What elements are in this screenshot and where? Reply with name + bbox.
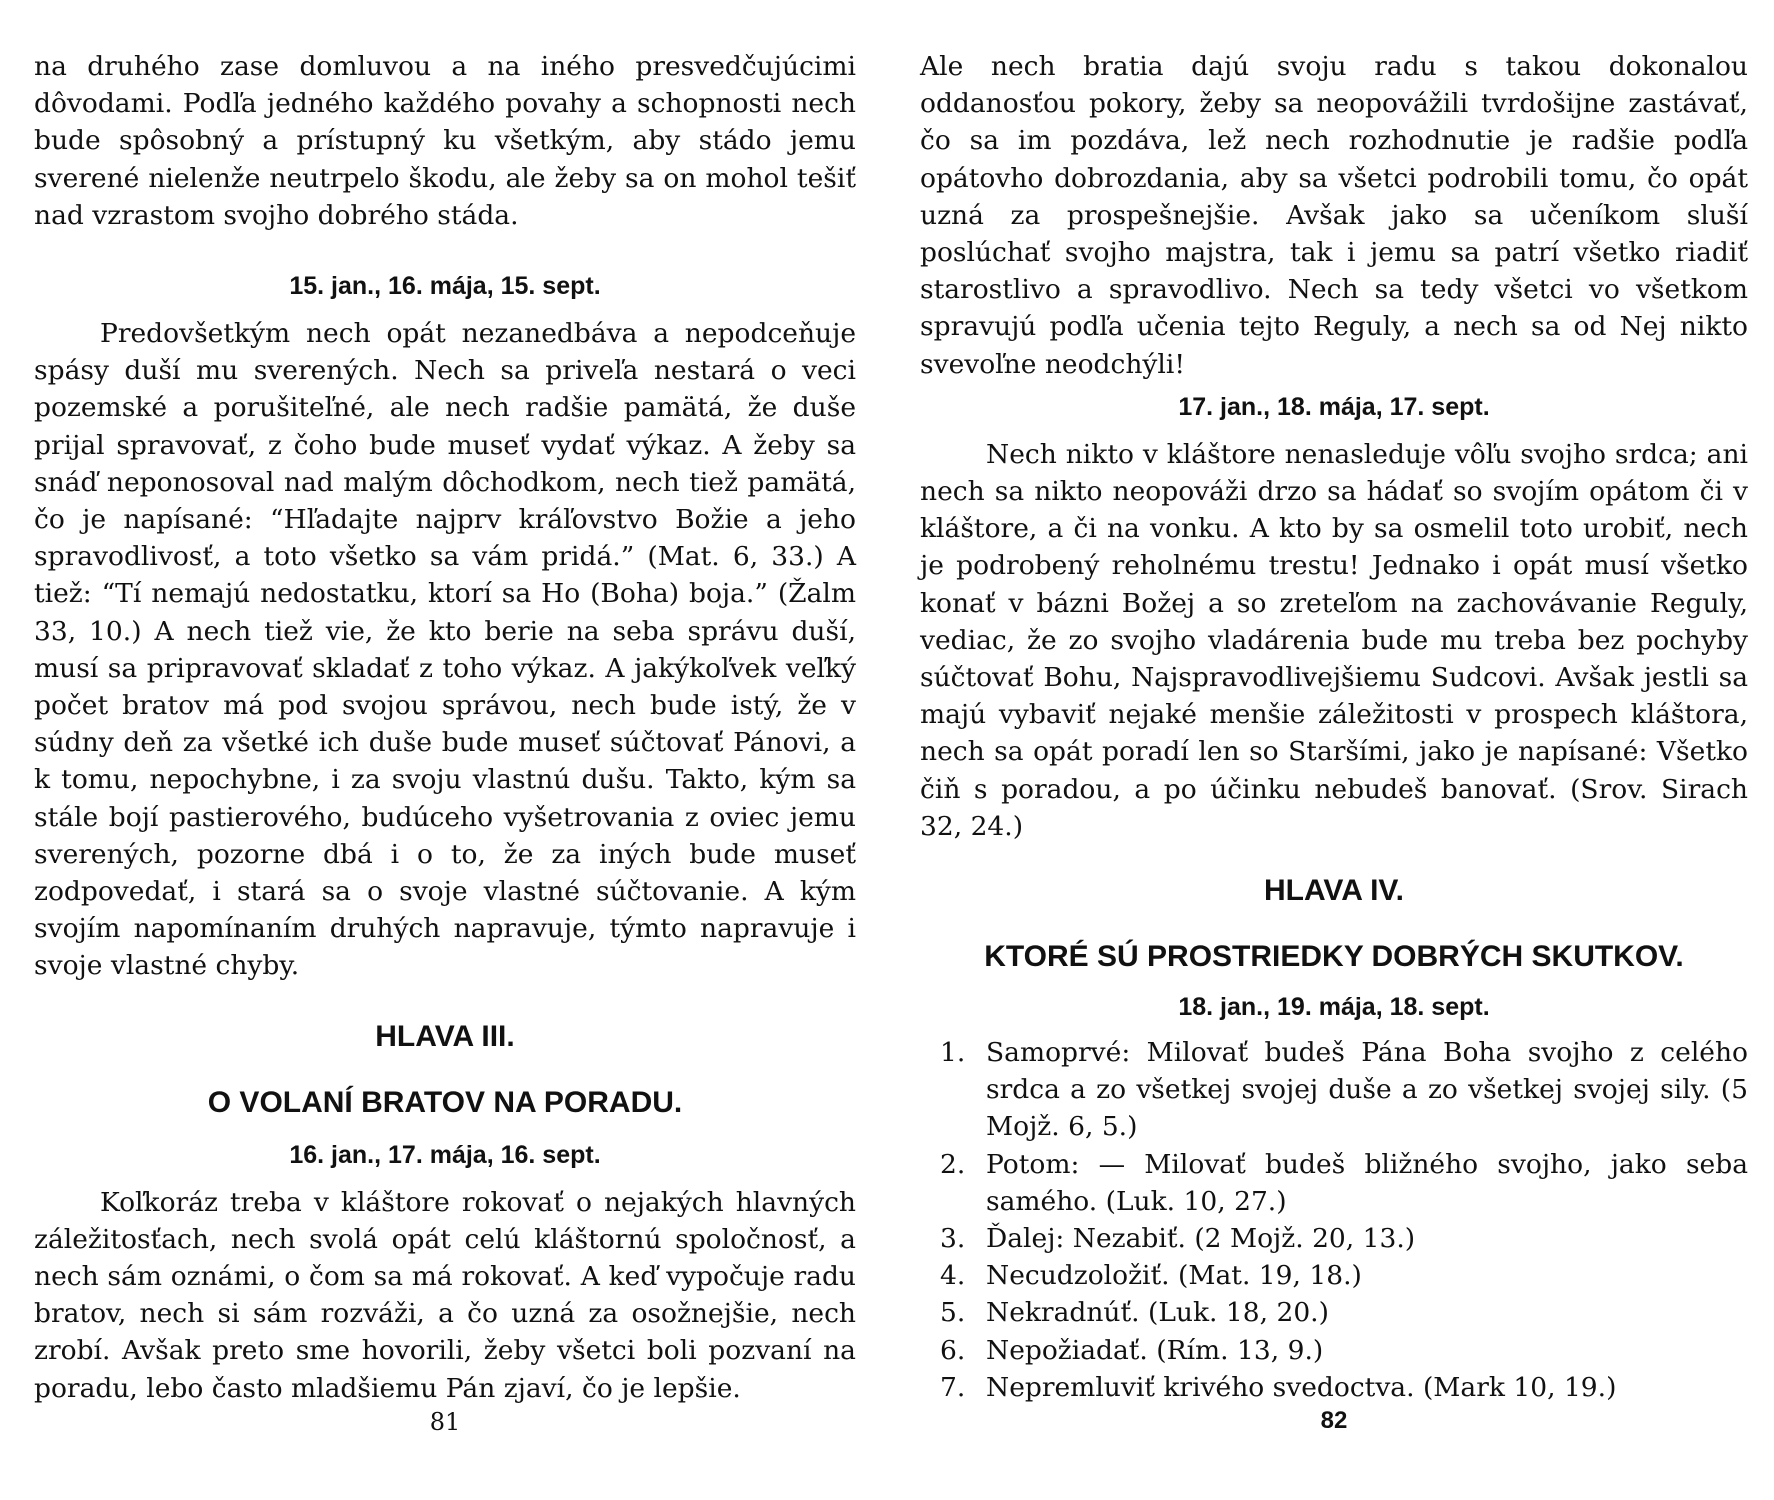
chapter-number-heading: HLAVA IV. (1263, 874, 1405, 908)
list-text: Ďalej: Nezabiť. (2 Mojž. 20, 13.) (986, 1223, 1416, 1255)
page-number: 81 (429, 1407, 461, 1436)
list-text: Nepožiadať. (Rím. 13, 9.) (986, 1334, 1324, 1366)
list-number: 4. (940, 1260, 966, 1292)
list-item (920, 1369, 1748, 1406)
list-number: 7. (940, 1371, 966, 1403)
chapter-title-heading: KTORÉ SÚ PROSTRIEDKY DOBRÝCH SKUTKOV. (984, 940, 1684, 974)
list-item (920, 1257, 1748, 1294)
reading-date-heading: 18. jan., 19. mája, 18. sept. (1178, 993, 1490, 1022)
list-item (920, 1146, 1748, 1220)
reading-date-heading: 15. jan., 16. mája, 15. sept. (289, 272, 601, 301)
list-text: Potom: — Milovať budeš bližného svojho, jako seba samého. (Luk. 10, 27.) (986, 1148, 1748, 1217)
paragraph: na druhého zase domluvou a na iného presvedčujúcimi dôvodami. Podľa jedného každého povahy a schopnosti nech bude spôsobný a prístupný ku všetkým, aby stádo jemu sverené nielenže neutrpelo škodu, ale žeby sa on mohol tešiť nad vzrastom svojho dobrého stáda. (34, 51, 856, 231)
list-item (920, 1332, 1748, 1369)
list-item (920, 1034, 1748, 1146)
right-page (920, 48, 1748, 1436)
list-item (920, 1294, 1748, 1331)
list-number: 6. (940, 1334, 966, 1366)
list-text: Samoprvé: Milovať budeš Pána Boha svojho z celého srdca a zo všetkej svojej duše a zo všetkej svojej sily. (5 Mojž. 6, 5.) (986, 1037, 1748, 1143)
page-number: 82 (1320, 1407, 1348, 1435)
list-number: 1. (940, 1037, 966, 1069)
list-number: 2. (940, 1148, 966, 1180)
list-item (920, 1220, 1748, 1257)
reading-date-heading: 16. jan., 17. mája, 16. sept. (289, 1140, 601, 1169)
left-page (34, 48, 856, 1437)
paragraph: Nech nikto v kláštore nenasleduje vôľu svojho srdca; ani nech sa nikto neopováži drzo sa hádať so svojím opátom či v kláštore, a či na vonku. A kto by sa osmelil toto urobiť, nech je podrobený reholnému trestu! Jednako i opát musí všetko konať v bázni Božej a so zreteľom na zachovávanie Reguly, vediac, že zo svojho vladárenia bude mu treba bez pochyby súčtovať Bohu, Najspravodlivejšiemu Sudcovi. Avšak jestli sa majú vybaviť nejaké menšie záležitosti v prospech kláštora, nech sa opát poradí len so Staršími, jako je napísané: Všetko čiň s poradou, a po účinku nebudeš banovať. (Srov. Sirach 32, 24.) (920, 438, 1748, 842)
paragraph: Ale nech bratia dajú svoju radu s takou dokonalou oddanosťou pokory, žeby sa neopovážili tvrdošijne zastávať, čo sa im pozdáva, lež nech rozhodnutie je radšie podľa opátovho dobrozdania, aby sa všetci podrobili tomu, čo opát uzná za prospešnejšie. Avšak jako sa učeníkom sluší poslúchať svojho majstra, tak i jemu sa patrí všetko riadiť starostlivo a spravodlivo. Nech sa tedy všetci vo všetkom spravujú podľa učenia tejto Reguly, a nech sa od Nej nikto svevoľne neodchýli! (920, 51, 1748, 380)
commandment-list (920, 1034, 1748, 1406)
reading-date-heading: 17. jan., 18. mája, 17. sept. (1178, 392, 1490, 421)
list-text: Nekradnúť. (Luk. 18, 20.) (986, 1297, 1329, 1329)
list-number: 3. (940, 1223, 966, 1255)
chapter-number-heading: HLAVA III. (375, 1019, 515, 1053)
chapter-title-heading: O VOLANÍ BRATOV NA PORADU. (207, 1085, 683, 1119)
list-number: 5. (940, 1297, 966, 1329)
list-text: Necudzoložiť. (Mat. 19, 18.) (986, 1260, 1362, 1292)
list-text: Nepremluviť krivého svedoctva. (Mark 10, 19.) (986, 1371, 1617, 1403)
paragraph: Koľkoráz treba v kláštore rokovať o nejakých hlavných záležitosťach, nech svolá opát celú kláštornú spoločnosť, a nech sám oznámi, o čom sa má rokovať. A keď vypočuje radu bratov, nech si sám rozváži, a čo uzná za osožnejšie, nech zrobí. Avšak preto sme hovorili, žeby všetci boli pozvaní na poradu, lebo často mladšiemu Pán zjaví, čo je lepšie. (34, 1186, 856, 1404)
paragraph: Predovšetkým nech opát nezanedbáva a nepodceňuje spásy duší mu sverených. Nech sa priveľa nestará o veci pozemské a porušiteľné, ale nech radšie pamätá, že duše prijal spravovať, z čoho bude museť vydať výkaz. A žeby sa snáď neponosoval nad malým dôchodkom, nech tiež pamätá, čo je napísané: “Hľadajte najprv kráľovstvo Božie a jeho spravodlivosť, a toto všetko sa vám pridá.” (Mat. 6, 33.) A tiež: “Tí nemajú nedostatku, ktorí sa Ho (Boha) boja.” (Žalm 33, 10.) A nech tiež vie, že kto berie na seba správu duší, musí sa pripravovať skladať z toho výkaz. A jakýkoľvek veľký počet bratov má pod svojou správou, nech bude istý, že v súdny deň za všetké ich duše bude museť súčtovať Pánovi, a k tomu, nepochybne, i za svoju vlastnú dušu. Takto, kým sa stále bojí pastierového, budúceho vyšetrovania z oviec jemu sverených, pozorne dbá i o to, že za iných bude museť zodpovedať, i stará sa o svoje vlastné súčtovanie. A kým svojím napomínaním druhých napravuje, týmto napravuje i svoje vlastné chyby. (34, 318, 856, 982)
